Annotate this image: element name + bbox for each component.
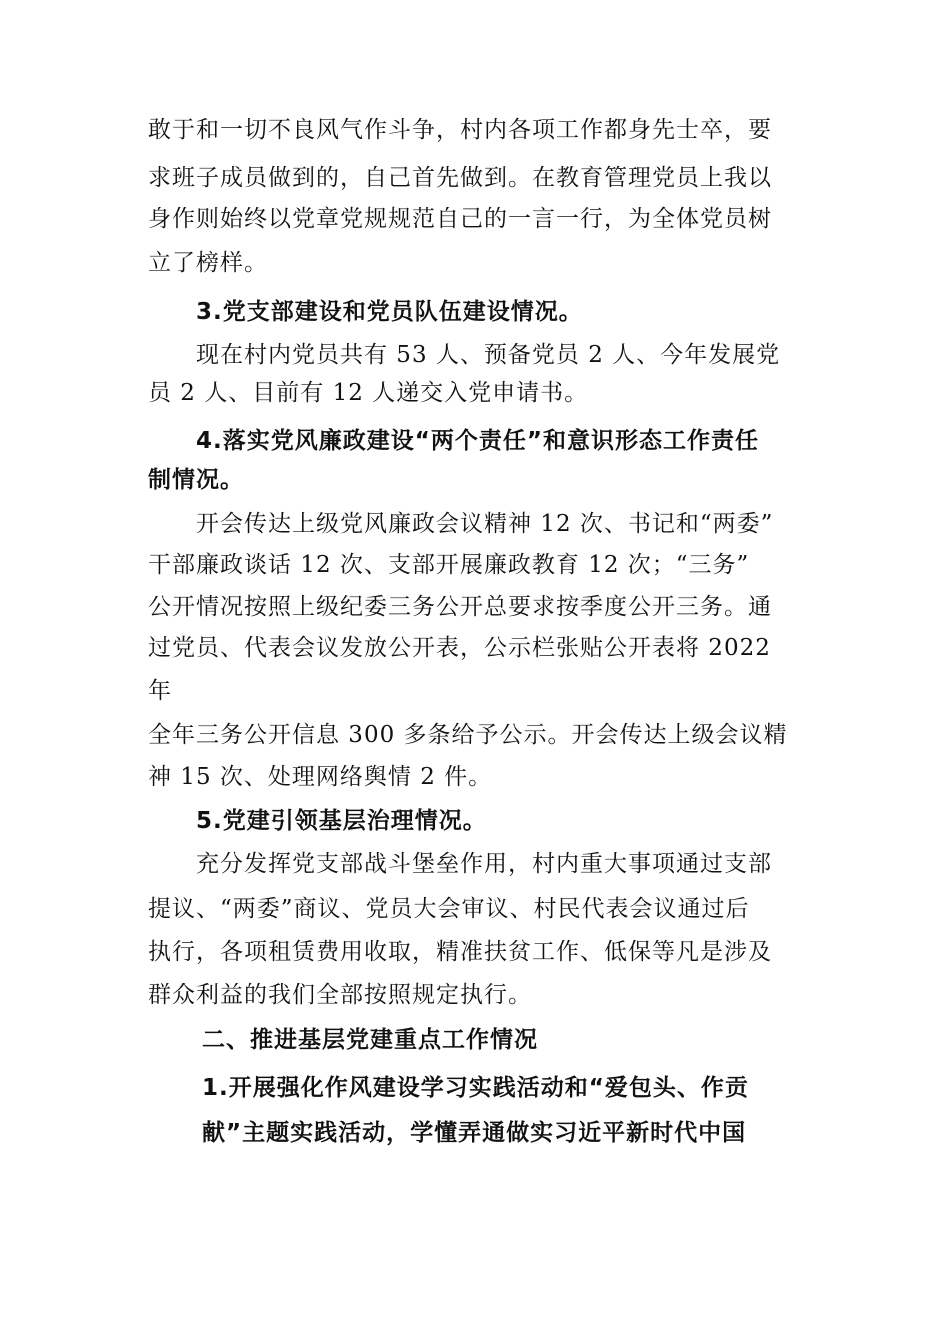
section-heading-4-cont: 制情况。 [148, 467, 244, 493]
body-text-line: 群众利益的我们全部按照规定执行。 [148, 982, 532, 1008]
body-text-line: 年 [148, 678, 172, 704]
section-heading-5: 5.党建引领基层治理情况。 [196, 808, 487, 834]
subsection-heading-1-cont: 献”主题实践活动，学懂弄通做实习近平新时代中国 [202, 1120, 747, 1146]
body-text-line: 敢于和一切不良风气作斗争，村内各项工作都身先士卒，要 [148, 117, 772, 143]
body-text-line: 公开情况按照上级纪委三务公开总要求按季度公开三务。通 [148, 594, 772, 620]
body-text-line: 干部廉政谈话 12 次、支部开展廉政教育 12 次；“三务” [148, 552, 750, 578]
body-text-line: 员 2 人、目前有 12 人递交入党申请书。 [148, 380, 589, 406]
body-text-line: 提议、“两委”商议、党员大会审议、村民代表会议通过后 [148, 896, 750, 922]
body-text-line: 开会传达上级党风廉政会议精神 12 次、书记和“两委” [196, 511, 774, 537]
body-text-line: 现在村内党员共有 53 人、预备党员 2 人、今年发展党 [196, 342, 781, 368]
body-text-line: 充分发挥党支部战斗堡垒作用，村内重大事项通过支部 [196, 851, 772, 877]
body-text-line: 求班子成员做到的，自己首先做到。在教育管理党员上我以 [148, 165, 772, 191]
body-text-line: 全年三务公开信息 300 多条给予公示。开会传达上级会议精 [148, 722, 788, 748]
subsection-heading-1: 1.开展强化作风建设学习实践活动和“爱包头、作贡 [202, 1075, 749, 1101]
body-text-line: 过党员、代表会议发放公开表，公示栏张贴公开表将 2022 [148, 635, 771, 661]
body-text-line: 执行，各项租赁费用收取，精准扶贫工作、低保等凡是涉及 [148, 939, 772, 965]
body-text-line: 神 15 次、处理网络舆情 2 件。 [148, 764, 493, 790]
body-text-line: 身作则始终以党章党规规范自己的一言一行，为全体党员树 [148, 206, 772, 232]
chapter-heading-2: 二、推进基层党建重点工作情况 [202, 1027, 538, 1053]
section-heading-4: 4.落实党风廉政建设“两个责任”和意识形态工作责任 [196, 428, 759, 454]
body-text-line: 立了榜样。 [148, 250, 268, 276]
section-heading-3: 3.党支部建设和党员队伍建设情况。 [196, 299, 583, 325]
